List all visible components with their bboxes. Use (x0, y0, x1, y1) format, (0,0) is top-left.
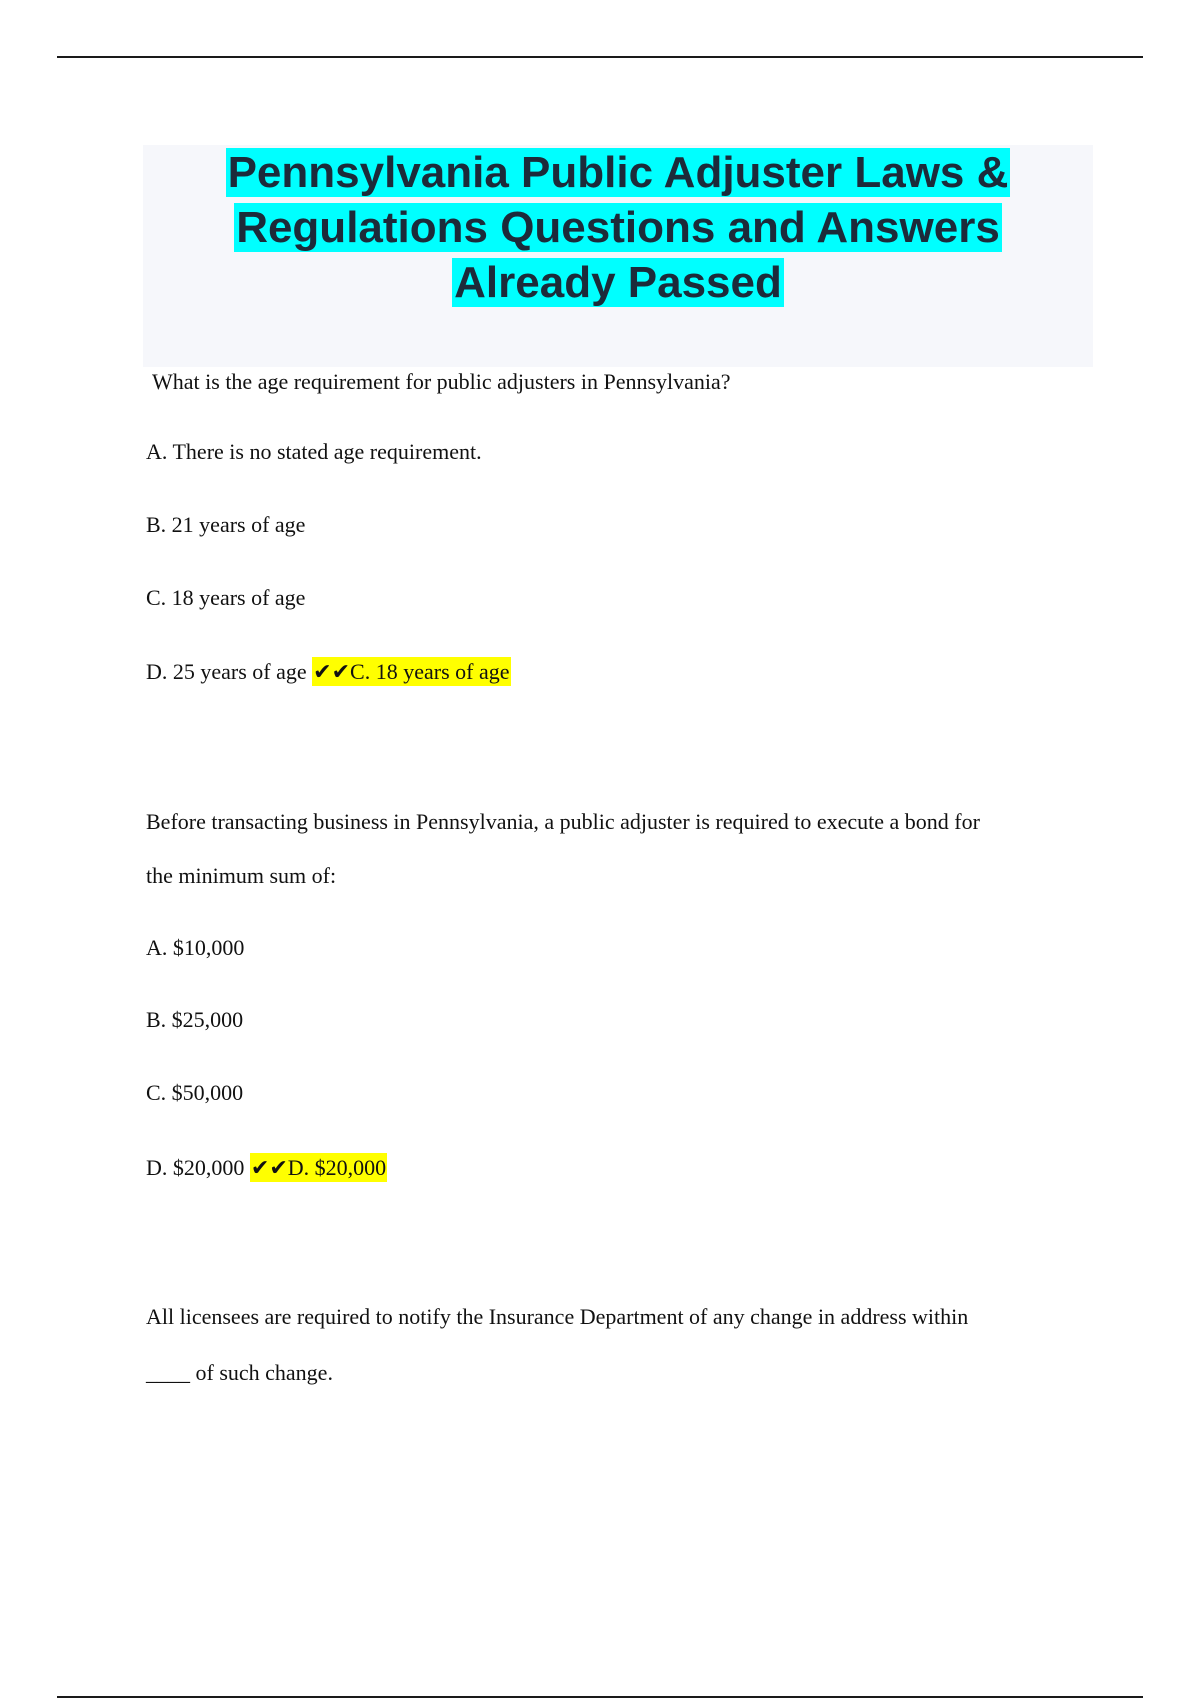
question-2-option-a: A. $10,000 (146, 935, 245, 960)
question-1-text: What is the age requirement for public adjusters in Pennsylvania? (152, 369, 731, 394)
bottom-rule (57, 1696, 1143, 1698)
question-2-text-line-2: the minimum sum of: (146, 863, 337, 888)
title-highlight: Already Passed (454, 258, 782, 307)
top-rule (57, 56, 1143, 58)
title-line-1 (143, 145, 1093, 200)
question-1-option-c: C. 18 years of age (146, 585, 306, 610)
question-1-option-a: A. There is no stated age requirement. (146, 439, 482, 464)
question-3-text-line-2: ____ of such change. (146, 1360, 333, 1385)
title-line-2 (143, 200, 1093, 255)
question-1-option-d: D. 25 years of age (146, 659, 307, 684)
question-2-option-b: B. $25,000 (146, 1007, 244, 1032)
title-highlight: Regulations Questions and Answers (236, 203, 1000, 252)
question-1-answer: ✔✔C. 18 years of age (313, 659, 510, 684)
title-block (143, 145, 1093, 367)
question-2-text-line-1: Before transacting business in Pennsylvania, a public adjuster is required to execute a bond for (146, 809, 980, 834)
question-2-option-d-line (146, 1154, 387, 1182)
question-1-option-b: B. 21 years of age (146, 512, 306, 537)
question-2-option-d: D. $20,000 (146, 1155, 245, 1180)
question-2-answer: ✔✔D. $20,000 (250, 1155, 387, 1180)
title-highlight: Pennsylvania Public Adjuster Laws & (227, 148, 1009, 197)
title-line-3 (143, 255, 1093, 310)
question-3-text-line-1: All licensees are required to notify the Insurance Department of any change in address within (146, 1304, 969, 1329)
question-2-option-c: C. $50,000 (146, 1080, 244, 1105)
question-1-option-d-line (146, 658, 511, 686)
